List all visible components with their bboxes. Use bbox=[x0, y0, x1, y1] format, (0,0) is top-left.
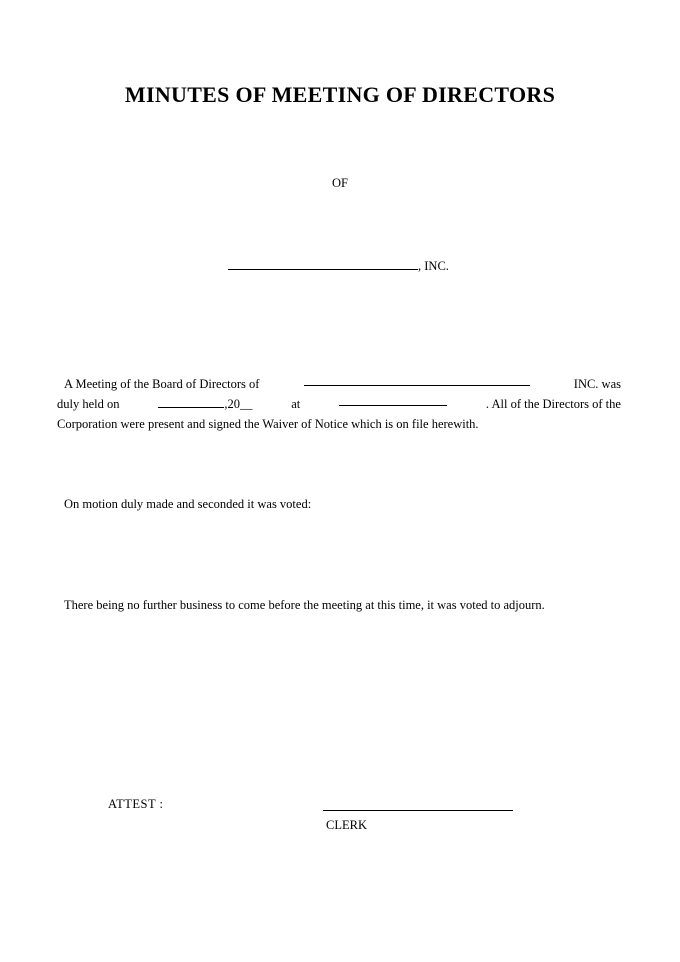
adjourn-paragraph bbox=[57, 595, 621, 615]
of-label: OF bbox=[332, 176, 348, 190]
meeting-text-5: Corporation were present and signed the Waiver of Notice which is on file herewith. bbox=[57, 417, 479, 431]
meeting-text-2: INC. was bbox=[573, 377, 621, 391]
year-text: ,20__ bbox=[224, 397, 253, 411]
at-text: at bbox=[291, 397, 301, 411]
meeting-paragraph bbox=[57, 374, 621, 434]
company-name-blank[interactable] bbox=[228, 258, 418, 270]
attest-label: ATTEST : bbox=[108, 797, 164, 811]
motion-paragraph: On motion duly made and seconded it was voted: bbox=[64, 497, 312, 511]
company-name-line bbox=[228, 258, 449, 274]
board-company-blank[interactable] bbox=[304, 374, 530, 386]
document-title: MINUTES OF MEETING OF DIRECTORS bbox=[124, 82, 556, 107]
clerk-label: CLERK bbox=[326, 818, 367, 832]
company-suffix: , INC. bbox=[418, 259, 449, 273]
clerk-signature-line[interactable] bbox=[323, 810, 513, 811]
meeting-text-1: A Meeting of the Board of Directors of bbox=[64, 377, 260, 391]
meeting-text-3: duly held on bbox=[57, 397, 120, 411]
date-blank[interactable] bbox=[158, 396, 224, 408]
meeting-text-4: . All of the Directors of the bbox=[485, 397, 621, 411]
location-blank[interactable] bbox=[339, 394, 447, 406]
adjourn-text: There being no further business to come before the meeting at this time, it was voted to adjourn. bbox=[64, 598, 545, 612]
